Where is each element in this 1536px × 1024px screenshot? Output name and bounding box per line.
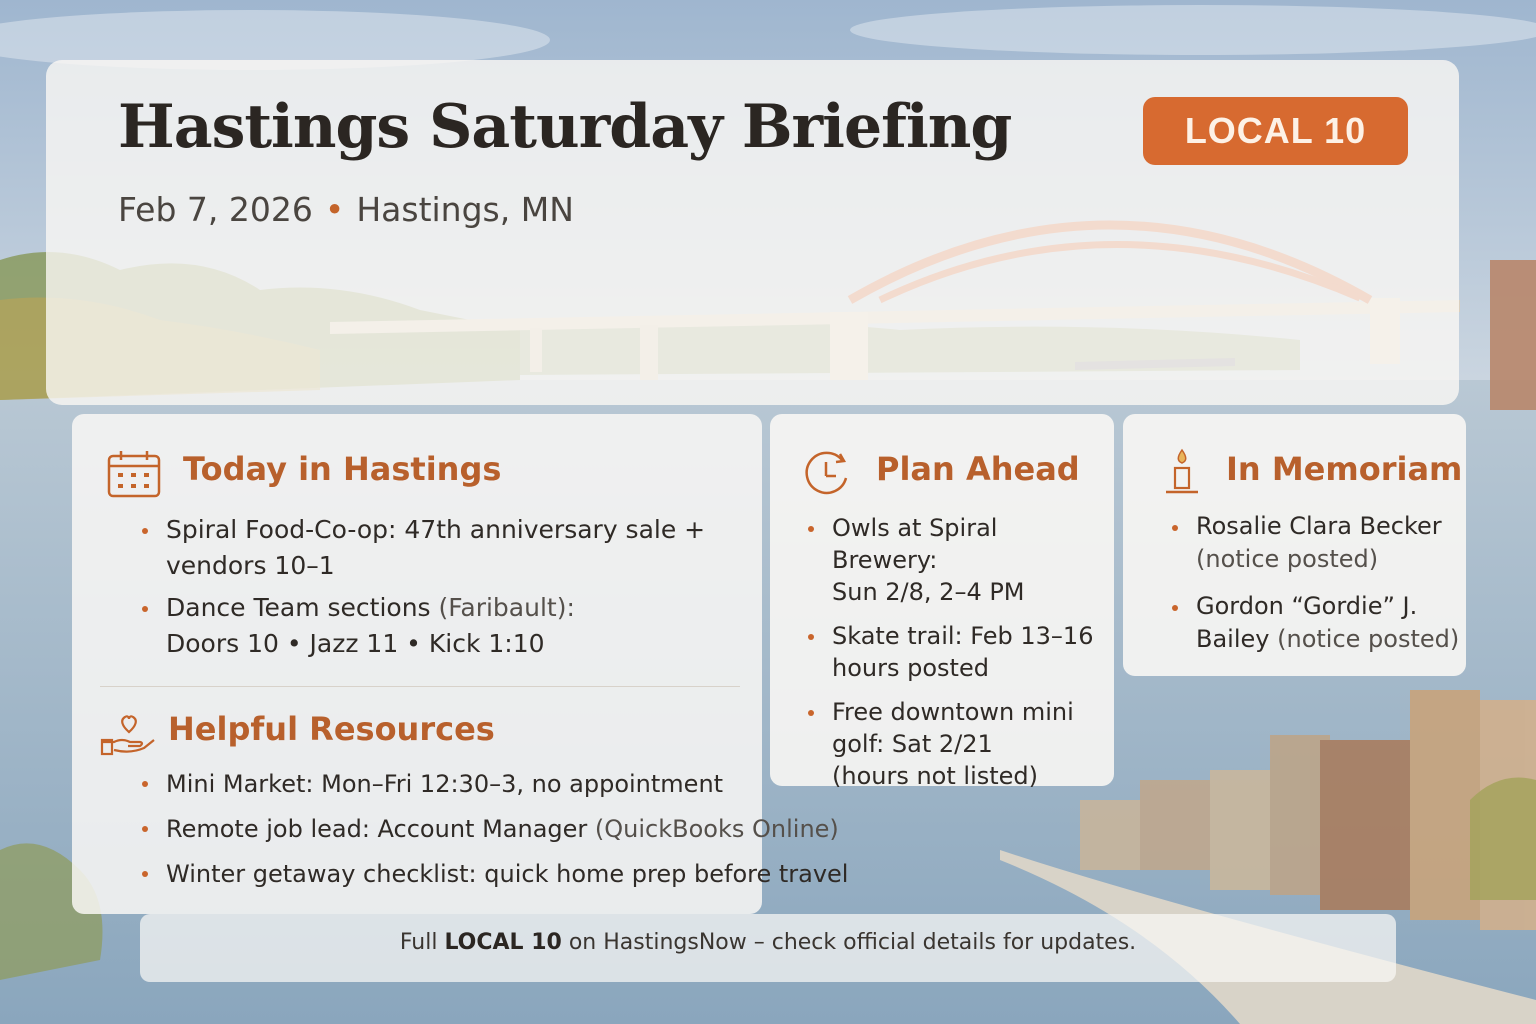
resource-text: Mon–Fri 12:30–3, no appointment	[321, 770, 724, 798]
right-foliage	[1470, 778, 1536, 901]
today-item-note: (Faribault):	[438, 593, 575, 622]
resources-list	[140, 766, 860, 901]
plan-item-detail: hours posted	[832, 654, 989, 682]
memoriam-name: Gordon “Gordie” J. Bailey	[1196, 592, 1418, 653]
footer-pre: Full	[399, 930, 438, 955]
subtitle	[118, 190, 574, 229]
list-item	[1170, 510, 1470, 576]
list-item	[140, 512, 740, 584]
today-item-text: Spiral Food-Co-op: 47th anniversary sale + vendors 10–1	[166, 515, 706, 580]
memoriam-title: In Memoriam	[1226, 450, 1463, 488]
helping-hand-heart-icon	[100, 712, 158, 756]
plan-item-text: Owls at Spiral Brewery:	[832, 514, 998, 574]
memoriam-list	[1170, 510, 1470, 670]
briefing-date: Feb 7, 2026	[118, 190, 313, 229]
plan-item-detail: (hours not listed)	[832, 762, 1039, 790]
memoriam-note: (notice posted)	[1277, 625, 1460, 653]
page-title: Hastings Saturday Briefing	[118, 92, 1012, 162]
resources-title: Helpful Resources	[168, 710, 495, 748]
plan-item-text: Free downtown mini golf: Sat 2/21	[832, 698, 1074, 758]
resource-note: (QuickBooks Online)	[594, 815, 839, 843]
today-title: Today in Hastings	[183, 450, 502, 488]
section-divider	[100, 686, 740, 687]
list-item	[806, 512, 1106, 608]
plan-title: Plan Ahead	[876, 450, 1080, 488]
list-item	[806, 696, 1106, 792]
list-item	[1170, 590, 1470, 656]
resource-text: Account Manager	[377, 815, 588, 843]
footer-note	[140, 930, 1396, 955]
resource-text: quick home prep before travel	[484, 860, 849, 888]
plan-list	[806, 512, 1106, 804]
footer-brand: LOCAL 10	[444, 930, 562, 955]
plan-item-detail: Sun 2/8, 2–4 PM	[832, 578, 1025, 606]
resource-lead: Mini Market:	[166, 770, 314, 798]
memoriam-name: Rosalie Clara Becker	[1196, 512, 1442, 540]
calendar-icon	[106, 450, 162, 498]
today-item-text: Dance Team sections	[166, 593, 431, 622]
today-item-text-line2: Doors 10 • Jazz 11 • Kick 1:10	[166, 629, 545, 658]
list-item	[140, 766, 860, 802]
list-item	[140, 856, 860, 892]
candle-icon	[1160, 448, 1204, 496]
list-item	[140, 590, 740, 662]
local-10-badge: LOCAL 10	[1143, 97, 1408, 165]
today-list	[140, 512, 740, 668]
footer-post: on HastingsNow – check official details for updates.	[568, 930, 1137, 955]
memoriam-note: (notice posted)	[1196, 545, 1379, 573]
clock-icon	[802, 448, 854, 500]
resource-lead: Winter getaway checklist:	[166, 860, 477, 888]
plan-item-text: Skate trail: Feb 13–16	[832, 622, 1094, 650]
list-item	[140, 811, 860, 847]
list-item	[806, 620, 1106, 684]
resource-lead: Remote job lead:	[166, 815, 370, 843]
subtitle-separator: •	[324, 190, 345, 229]
briefing-location: Hastings, MN	[356, 190, 574, 229]
